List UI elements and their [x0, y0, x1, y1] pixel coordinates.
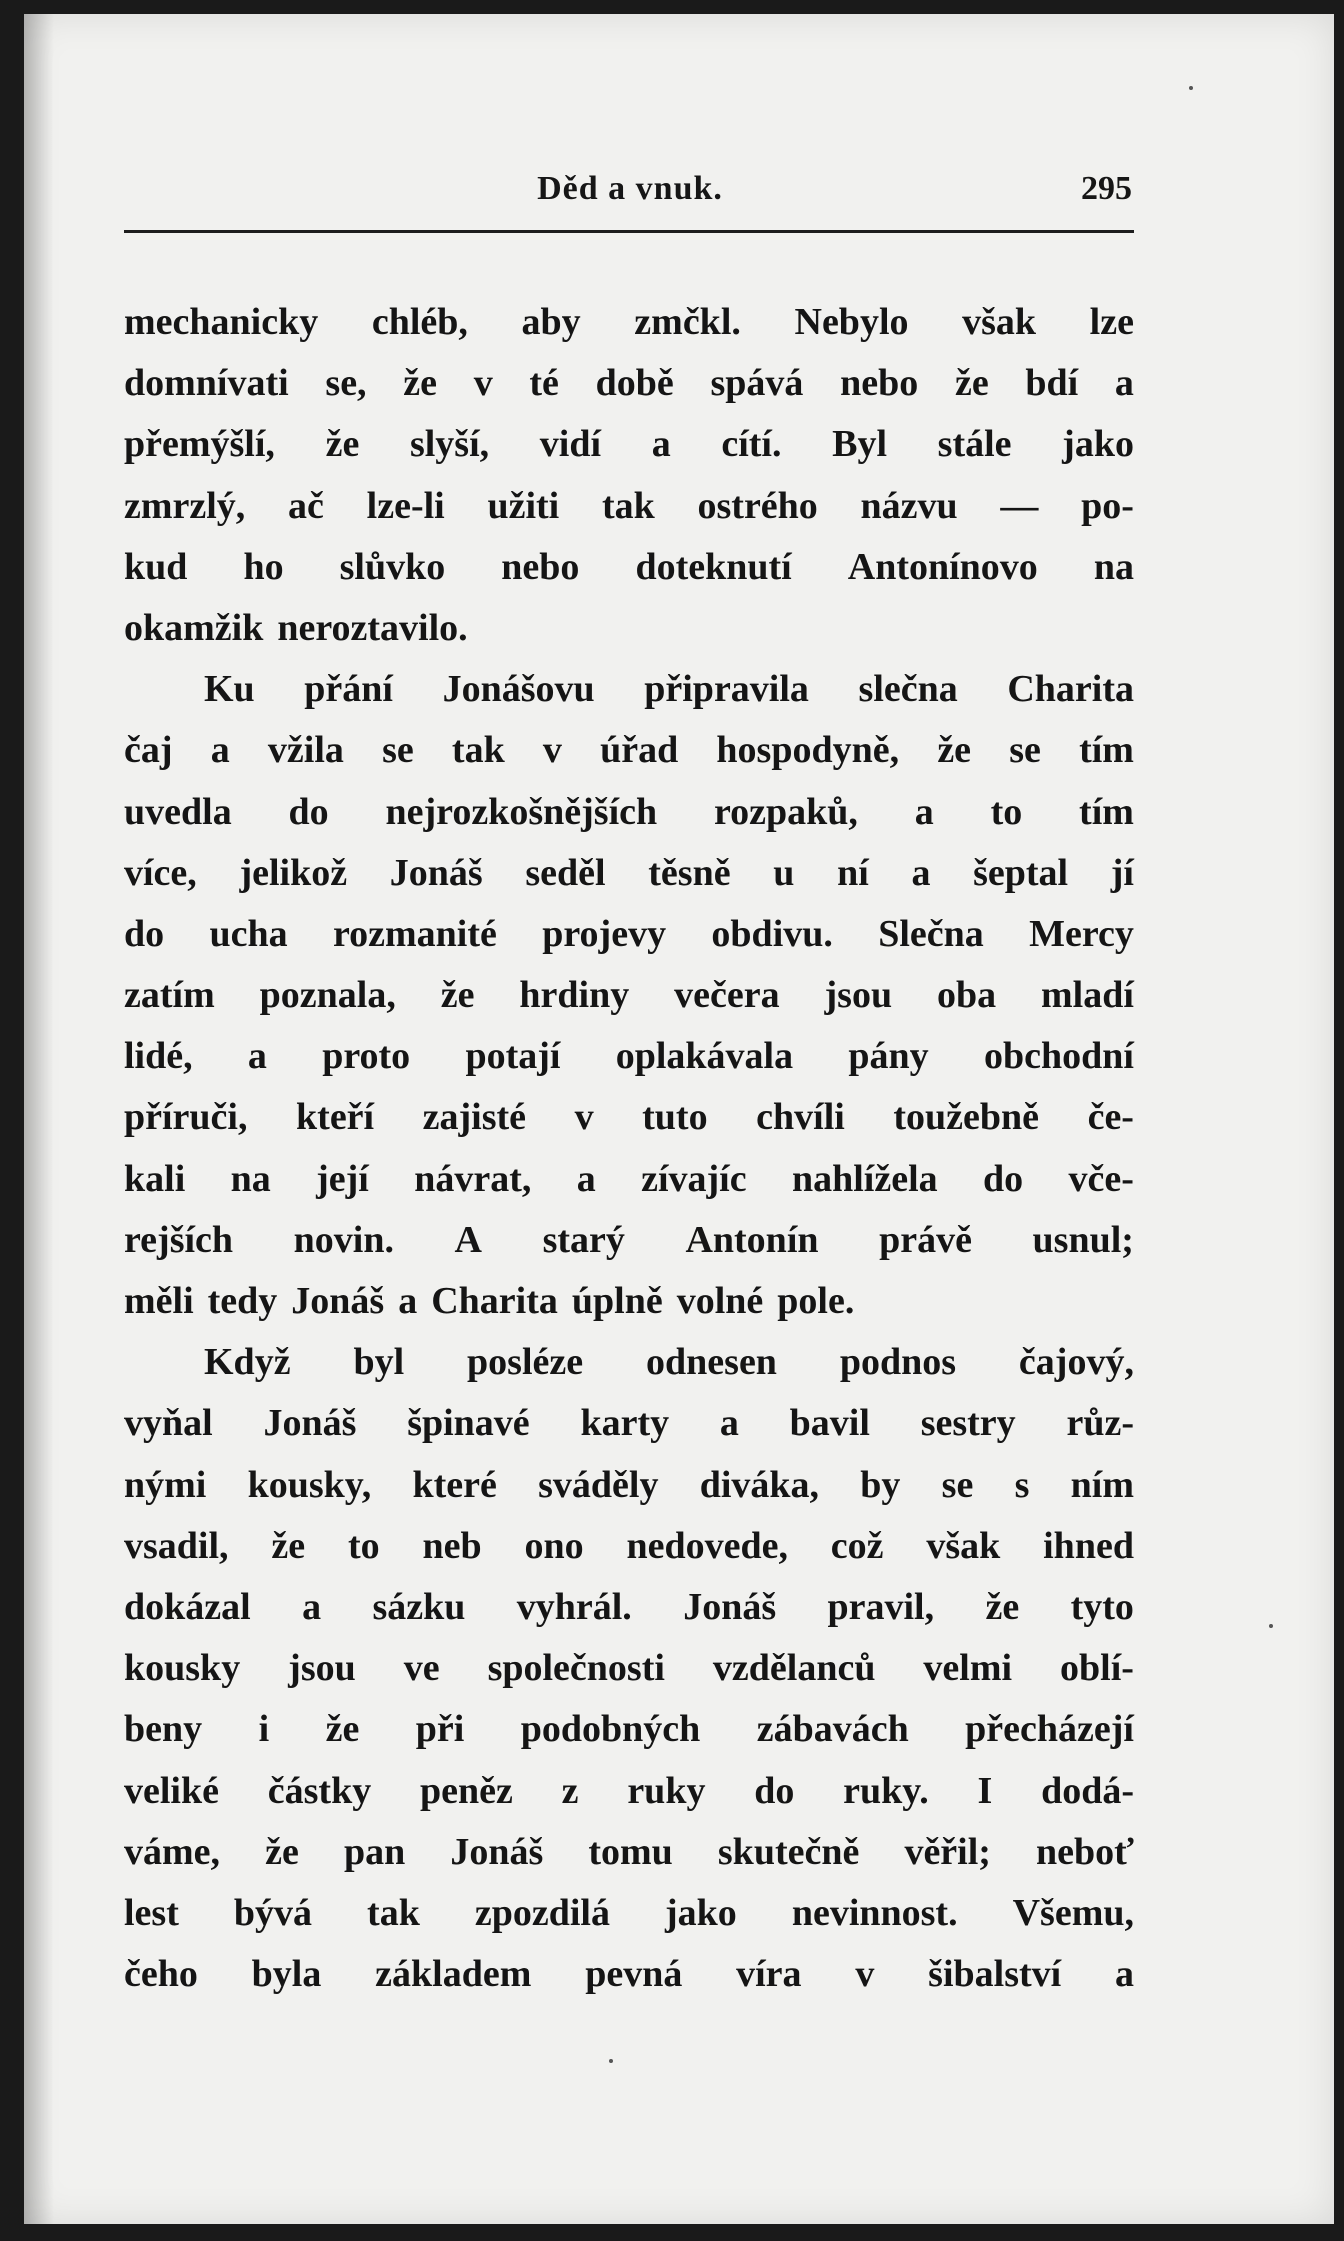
word: —: [1000, 484, 1039, 527]
word: a: [576, 1157, 596, 1200]
word: váme,: [124, 1830, 221, 1873]
body-text: [124, 292, 1134, 2005]
word: byl: [353, 1341, 405, 1384]
word: rozpaků,: [713, 790, 858, 833]
word: po-: [1081, 484, 1134, 527]
paper-speck: [1269, 1624, 1273, 1628]
word: seděl: [525, 851, 606, 894]
word: pravil,: [827, 1585, 935, 1628]
word: ruky.: [843, 1769, 929, 1812]
word: ucha: [209, 912, 288, 955]
word: lidé,: [124, 1035, 193, 1078]
paragraph: [124, 292, 1134, 659]
word: a: [1114, 362, 1134, 405]
word: dokázal: [124, 1585, 251, 1628]
word: přecházejí: [965, 1708, 1134, 1751]
word: ihned: [1043, 1524, 1134, 1567]
word: aby: [521, 301, 581, 343]
word: době: [595, 362, 674, 405]
word: poznala,: [259, 974, 396, 1017]
word: ono: [524, 1524, 584, 1567]
word: čaj: [124, 729, 173, 772]
word: neb: [422, 1524, 482, 1567]
text-line: [124, 353, 1134, 414]
word: nebo: [501, 545, 580, 588]
word: Nebylo: [794, 301, 909, 343]
word: že: [954, 362, 989, 405]
word: obdivu.: [711, 912, 833, 955]
word: Všemu,: [1012, 1891, 1134, 1934]
text-line: [124, 1516, 1134, 1577]
text-line: [124, 1455, 1134, 1516]
word: velmi: [923, 1647, 1013, 1690]
word: Mercy: [1029, 912, 1134, 955]
binding-shadow: [24, 14, 54, 2224]
word: I: [977, 1769, 993, 1812]
word: neboť: [1036, 1830, 1134, 1873]
word: šibalství: [928, 1953, 1062, 1996]
word: se: [1009, 729, 1041, 772]
word: cítí.: [721, 423, 782, 466]
word: názvu: [860, 484, 958, 527]
word: diváka,: [699, 1463, 820, 1506]
word: ní: [837, 851, 869, 894]
text-line: [124, 1393, 1134, 1454]
word: A: [454, 1218, 482, 1261]
word: peněz: [420, 1769, 513, 1812]
word: proto: [322, 1035, 411, 1078]
word: že: [440, 974, 475, 1017]
word: a: [719, 1402, 739, 1445]
paper-speck: [609, 2059, 613, 2063]
word: usnul;: [1032, 1218, 1134, 1261]
word: a: [210, 729, 230, 772]
text-line: [124, 1332, 1134, 1393]
word: základem: [375, 1953, 532, 1996]
word: v: [473, 362, 493, 405]
word: se,: [325, 362, 367, 405]
word: to: [990, 790, 1023, 833]
word: vče-: [1068, 1157, 1134, 1200]
text-line: [124, 1699, 1134, 1760]
word: zajisté: [422, 1096, 527, 1139]
word: víra: [736, 1953, 802, 1996]
word: nými: [124, 1463, 207, 1506]
word: rozmanité: [332, 912, 497, 955]
text-line: [124, 598, 1134, 659]
word: sázku: [372, 1585, 466, 1628]
word: pány: [848, 1035, 929, 1078]
word: že: [985, 1585, 1020, 1628]
word: na: [1093, 545, 1134, 588]
word: Jonáš: [389, 851, 483, 894]
word: růz-: [1066, 1402, 1134, 1445]
paper-speck: [1189, 86, 1193, 90]
word: však: [926, 1524, 1001, 1567]
word: tomu: [588, 1830, 673, 1873]
word: jí: [1110, 851, 1134, 894]
word: dodá-: [1041, 1769, 1134, 1812]
text-line: [124, 1577, 1134, 1638]
word: slečna: [858, 668, 958, 711]
word: okamžik: [124, 606, 264, 649]
word: nejrozkošnějších: [385, 790, 658, 833]
text-line: [124, 476, 1134, 537]
word: které: [412, 1463, 497, 1506]
text-line: [124, 659, 1134, 720]
word: lze: [1089, 301, 1134, 343]
word: spává: [710, 362, 804, 405]
word: že: [325, 1708, 360, 1751]
word: pan: [343, 1830, 406, 1873]
text-line: [124, 1761, 1134, 1822]
word: nahlížela: [791, 1157, 938, 1200]
word: jsou: [824, 974, 893, 1017]
text-line: [124, 965, 1134, 1026]
word: skutečně: [717, 1830, 860, 1873]
word: neroztavilo.: [277, 606, 468, 649]
word: kali: [124, 1157, 186, 1200]
word: potají: [465, 1035, 561, 1078]
text-line: [124, 1822, 1134, 1883]
word: ač: [288, 484, 324, 527]
word: toužebně: [893, 1096, 1040, 1139]
word: přání: [304, 668, 393, 711]
word: a: [302, 1585, 322, 1628]
word: ním: [1070, 1463, 1134, 1506]
word: veliké: [124, 1769, 219, 1812]
word: uvedla: [124, 790, 232, 833]
word: i: [258, 1708, 270, 1751]
word: šeptal: [973, 851, 1069, 894]
text-line: [124, 1210, 1134, 1271]
word: mechanicky: [124, 301, 319, 343]
word: v: [574, 1096, 594, 1139]
word: oblí-: [1060, 1647, 1134, 1690]
word: by: [860, 1463, 901, 1506]
word: če-: [1087, 1096, 1134, 1139]
word: Ku: [204, 668, 255, 711]
word: ho: [243, 545, 284, 588]
word: kousky,: [247, 1463, 372, 1506]
word: vsadil,: [124, 1524, 229, 1567]
word: úřad: [600, 729, 679, 772]
word: beny: [124, 1708, 203, 1751]
word: odnesen: [646, 1341, 777, 1384]
word: její: [316, 1157, 369, 1200]
word: podobných: [520, 1708, 701, 1751]
word: stále: [937, 423, 1012, 466]
word: karty: [580, 1402, 670, 1445]
word: Byl: [832, 423, 888, 466]
word: což: [830, 1524, 884, 1567]
text-line: [124, 292, 1134, 353]
word: pevná: [585, 1953, 683, 1996]
word: do: [983, 1157, 1024, 1200]
word: užiti: [487, 484, 560, 527]
word: hrdiny: [519, 974, 630, 1017]
word: tak: [451, 729, 505, 772]
word: zábavách: [756, 1708, 909, 1751]
word: starý: [542, 1218, 625, 1261]
word: ve: [403, 1647, 440, 1690]
text-line: [124, 904, 1134, 965]
word: v: [855, 1953, 875, 1996]
word: kousky: [124, 1647, 241, 1690]
word: jelikož: [239, 851, 348, 894]
word: bdí: [1025, 362, 1079, 405]
header-rule: [124, 230, 1134, 233]
paragraph: [124, 659, 1134, 1332]
word: oplakávala: [615, 1035, 794, 1078]
word: právě: [879, 1218, 972, 1261]
word: do: [124, 912, 165, 955]
word: zmrzlý,: [124, 484, 246, 527]
word: že: [403, 362, 437, 405]
word: tak: [601, 484, 655, 527]
word: tuto: [642, 1096, 708, 1139]
word: těsně: [648, 851, 731, 894]
word: oba: [936, 974, 997, 1017]
word: se: [382, 729, 414, 772]
paragraph: [124, 1332, 1134, 2005]
word: čeho: [124, 1953, 198, 1996]
text-line: [124, 843, 1134, 904]
word: a: [911, 851, 931, 894]
word: Jonáš: [683, 1585, 777, 1628]
word: zmčkl.: [634, 301, 741, 343]
text-line: [124, 782, 1134, 843]
word: byla: [251, 1953, 322, 1996]
word: lest: [124, 1891, 179, 1934]
word: chléb,: [371, 301, 468, 343]
word: vyhrál.: [516, 1585, 632, 1628]
word: přemýšlí,: [124, 423, 275, 466]
word: kteří: [296, 1096, 375, 1139]
word: ostrého: [697, 484, 818, 527]
word: Slečna: [878, 912, 984, 955]
word: však: [962, 301, 1037, 343]
word: bavil: [789, 1402, 870, 1445]
word: tedy: [207, 1280, 278, 1322]
word: a: [398, 1280, 418, 1322]
word: té: [529, 362, 559, 405]
word: slůvko: [339, 545, 446, 588]
word: Jonáš: [291, 1280, 385, 1322]
word: nevinnost.: [791, 1891, 958, 1934]
word: Antonínovo: [847, 545, 1038, 588]
word: novin.: [293, 1218, 394, 1261]
text-line: [124, 1026, 1134, 1087]
word: a: [914, 790, 934, 833]
text-line: [124, 1087, 1134, 1148]
word: sestry: [920, 1402, 1016, 1445]
word: projevy: [542, 912, 667, 955]
word: tyto: [1070, 1585, 1134, 1628]
word: vžila: [267, 729, 344, 772]
word: tím: [1079, 790, 1134, 833]
word: vidí: [539, 423, 602, 466]
word: bývá: [233, 1891, 313, 1934]
word: Jonáš: [263, 1402, 357, 1445]
word: měli: [124, 1280, 194, 1322]
word: Když: [204, 1341, 291, 1384]
text-line: [124, 1944, 1134, 2005]
word: při: [415, 1708, 465, 1751]
word: v: [542, 729, 562, 772]
word: hospodyně,: [716, 729, 900, 772]
word: Antonín: [685, 1218, 819, 1261]
word: čajový,: [1018, 1341, 1134, 1384]
word: volné: [676, 1280, 764, 1322]
word: do: [754, 1769, 795, 1812]
running-head-title: Děd a vnuk.: [537, 170, 723, 207]
word: s: [1014, 1463, 1030, 1506]
word: chvíli: [756, 1096, 845, 1139]
word: sváděly: [538, 1463, 659, 1506]
word: se: [941, 1463, 974, 1506]
word: a: [651, 423, 671, 466]
text-line: [124, 1883, 1134, 1944]
word: jako: [1062, 423, 1134, 466]
word: doteknutí: [635, 545, 792, 588]
word: věřil;: [904, 1830, 991, 1873]
text-line: [124, 1638, 1134, 1699]
word: to: [347, 1524, 380, 1567]
word: a: [1115, 1953, 1134, 1996]
text-line: [124, 1271, 1134, 1332]
word: nedovede,: [626, 1524, 788, 1567]
word: společnosti: [487, 1647, 665, 1690]
word: že: [937, 729, 972, 772]
word: mladí: [1041, 974, 1134, 1017]
word: úplně: [571, 1280, 663, 1322]
word: z: [561, 1769, 579, 1812]
word: jsou: [288, 1647, 356, 1690]
word: a: [247, 1035, 267, 1078]
word: připravila: [644, 668, 809, 711]
word: na: [230, 1157, 271, 1200]
word: jako: [665, 1891, 737, 1934]
word: Jonáš: [450, 1830, 544, 1873]
word: kud: [124, 545, 188, 588]
word: že: [325, 423, 360, 466]
word: tak: [367, 1891, 420, 1934]
text-line: [124, 537, 1134, 598]
word: nebo: [840, 362, 919, 405]
word: že: [265, 1830, 299, 1873]
word: pole.: [777, 1280, 855, 1322]
running-head: [128, 170, 1132, 230]
word: Charita: [431, 1280, 558, 1322]
word: vzdělanců: [712, 1647, 876, 1690]
word: slyší,: [409, 423, 490, 466]
word: posléze: [467, 1341, 584, 1384]
text-line: [124, 720, 1134, 781]
word: ruky: [627, 1769, 706, 1812]
word: že: [271, 1524, 306, 1567]
word: lze-li: [366, 484, 445, 527]
page-number: 295: [1081, 170, 1132, 207]
word: částky: [267, 1769, 372, 1812]
word: vyňal: [124, 1402, 213, 1445]
word: špinavé: [407, 1402, 530, 1445]
word: večera: [674, 974, 780, 1017]
word: zatím: [124, 974, 215, 1017]
word: obchodní: [983, 1035, 1134, 1078]
word: u: [773, 851, 795, 894]
word: více,: [124, 851, 197, 894]
word: tím: [1079, 729, 1134, 772]
word: Charita: [1007, 668, 1134, 711]
word: Jonášovu: [442, 668, 595, 711]
word: příruči,: [124, 1096, 248, 1139]
word: zívajíc: [641, 1157, 747, 1200]
text-line: [124, 414, 1134, 475]
word: domnívati: [124, 362, 289, 405]
word: do: [288, 790, 329, 833]
word: zpozdilá: [474, 1891, 610, 1934]
text-line: [124, 1149, 1134, 1210]
word: návrat,: [414, 1157, 532, 1200]
word: rejších: [124, 1218, 234, 1261]
word: podnos: [839, 1341, 957, 1384]
